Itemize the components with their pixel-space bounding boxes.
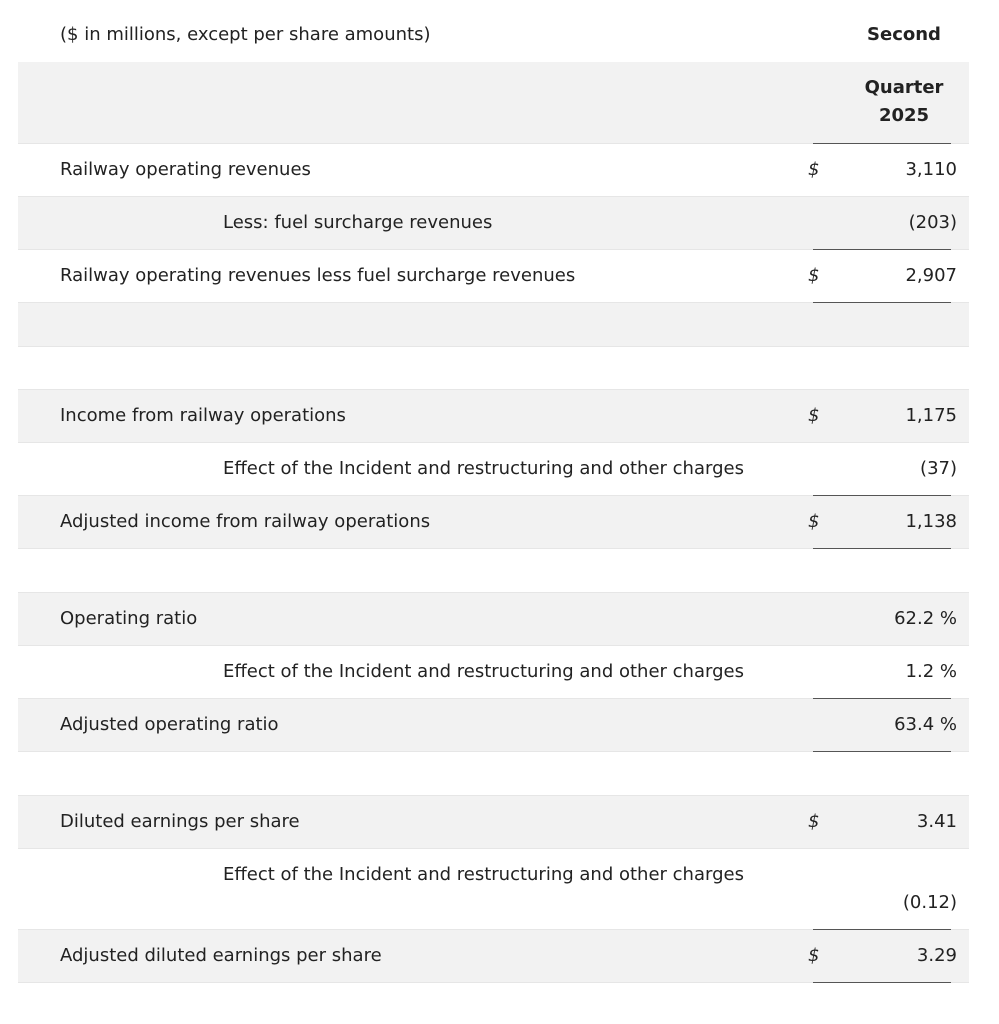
table-row xyxy=(18,699,969,752)
column-header-row xyxy=(18,62,969,144)
table-row xyxy=(18,250,969,303)
row-label: Adjusted income from railway operations xyxy=(60,511,431,532)
table-row xyxy=(18,646,969,699)
table-row xyxy=(18,197,969,250)
units-caption: ($ in millions, except per share amounts) xyxy=(60,24,431,45)
table-row xyxy=(18,390,969,443)
table-row xyxy=(18,930,969,983)
table-row xyxy=(18,796,969,849)
row-value: (203) xyxy=(908,212,957,233)
row-label: Less: fuel surcharge revenues xyxy=(223,212,493,233)
table-row xyxy=(18,443,969,496)
currency-symbol: $ xyxy=(808,945,820,966)
row-value: 2,907 xyxy=(905,265,957,286)
total-underline xyxy=(813,982,951,983)
currency-symbol: $ xyxy=(808,265,820,286)
row-label: Income from railway operations xyxy=(60,405,346,426)
table-row xyxy=(18,496,969,549)
row-value: (37) xyxy=(920,458,957,479)
currency-symbol: $ xyxy=(808,511,820,532)
row-value: 1.2 % xyxy=(905,661,957,682)
row-value: 3.29 xyxy=(916,945,957,966)
currency-symbol: $ xyxy=(808,159,820,180)
row-label: Railway operating revenues less fuel surcharge revenues xyxy=(60,265,576,286)
spacer-row xyxy=(18,303,969,347)
row-label: Railway operating revenues xyxy=(60,159,311,180)
row-value: (0.12) xyxy=(902,892,957,913)
row-value: 3,110 xyxy=(905,159,957,180)
column-header-line2: Quarter xyxy=(864,77,944,98)
spacer-row xyxy=(18,549,969,593)
spacer-row xyxy=(18,752,969,796)
currency-symbol: $ xyxy=(808,405,820,426)
column-header-line1: Second xyxy=(867,24,941,45)
row-label: Effect of the Incident and restructuring and other charges xyxy=(223,864,744,885)
row-label: Operating ratio xyxy=(60,608,198,629)
row-value: 1,138 xyxy=(905,511,957,532)
row-label: Adjusted operating ratio xyxy=(60,714,279,735)
table-row xyxy=(18,144,969,197)
table-row xyxy=(18,849,969,930)
row-value: 3.41 xyxy=(916,811,957,832)
row-label: Effect of the Incident and restructuring and other charges xyxy=(223,661,744,682)
row-label: Effect of the Incident and restructuring and other charges xyxy=(223,458,744,479)
row-value: 62.2 % xyxy=(894,608,957,629)
table-row xyxy=(18,593,969,646)
currency-symbol: $ xyxy=(808,811,820,832)
row-value: 63.4 % xyxy=(894,714,957,735)
column-header-line3: 2025 xyxy=(878,105,930,126)
row-label: Adjusted diluted earnings per share xyxy=(60,945,382,966)
spacer-row xyxy=(18,347,969,390)
row-label: Diluted earnings per share xyxy=(60,811,300,832)
row-value: 1,175 xyxy=(905,405,957,426)
